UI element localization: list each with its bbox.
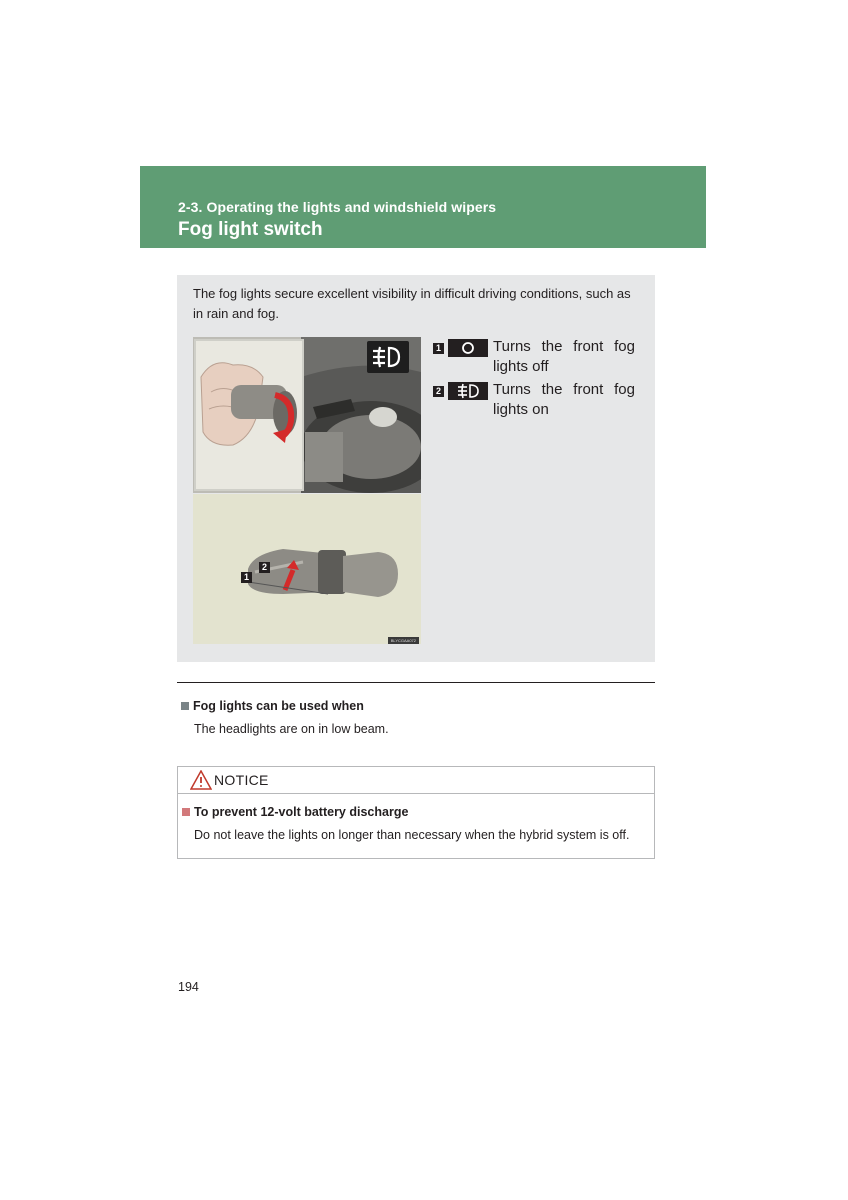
bullet-square-icon [182,808,190,816]
notice-box [177,766,655,859]
notice-body: Do not leave the lights on longer than necessary when the hybrid system is off. [194,828,630,842]
notice-title: NOTICE [214,772,269,788]
page-title: Fog light switch [178,219,323,240]
legend-number: 2 [433,386,444,397]
figure-code: BLYCGAA072 [388,637,419,644]
legend-text: Turns the front fog lights on [493,381,635,418]
bullet-square-icon [181,702,189,710]
notice-heading: To prevent 12-volt battery discharge [182,805,408,819]
page-number: 194 [178,980,199,994]
legend-item [433,380,635,423]
fog-light-symbol-icon [367,341,409,373]
warning-triangle-icon [190,770,212,790]
off-symbol-icon [448,339,488,357]
divider [177,682,655,683]
intro-text: The fog lights secure excellent visibility in difficult driving conditions, such as in rain and fog. [193,286,631,321]
legend [433,337,635,423]
legend-number: 1 [433,343,444,354]
note-heading: Fog lights can be used when [181,699,364,713]
callout-1: 1 [241,572,252,583]
callout-2: 2 [259,562,270,573]
fog-light-icon [448,382,488,400]
legend-text: Turns the front fog lights off [493,338,635,375]
note-body: The headlights are on in low beam. [194,722,389,736]
legend-item [433,337,635,380]
notice-header [178,767,654,794]
intro-box [177,275,655,662]
section-label: 2-3. Operating the lights and windshield wipers [178,199,497,215]
switch-stalk-photo [193,494,421,644]
section-header-band [140,166,706,248]
